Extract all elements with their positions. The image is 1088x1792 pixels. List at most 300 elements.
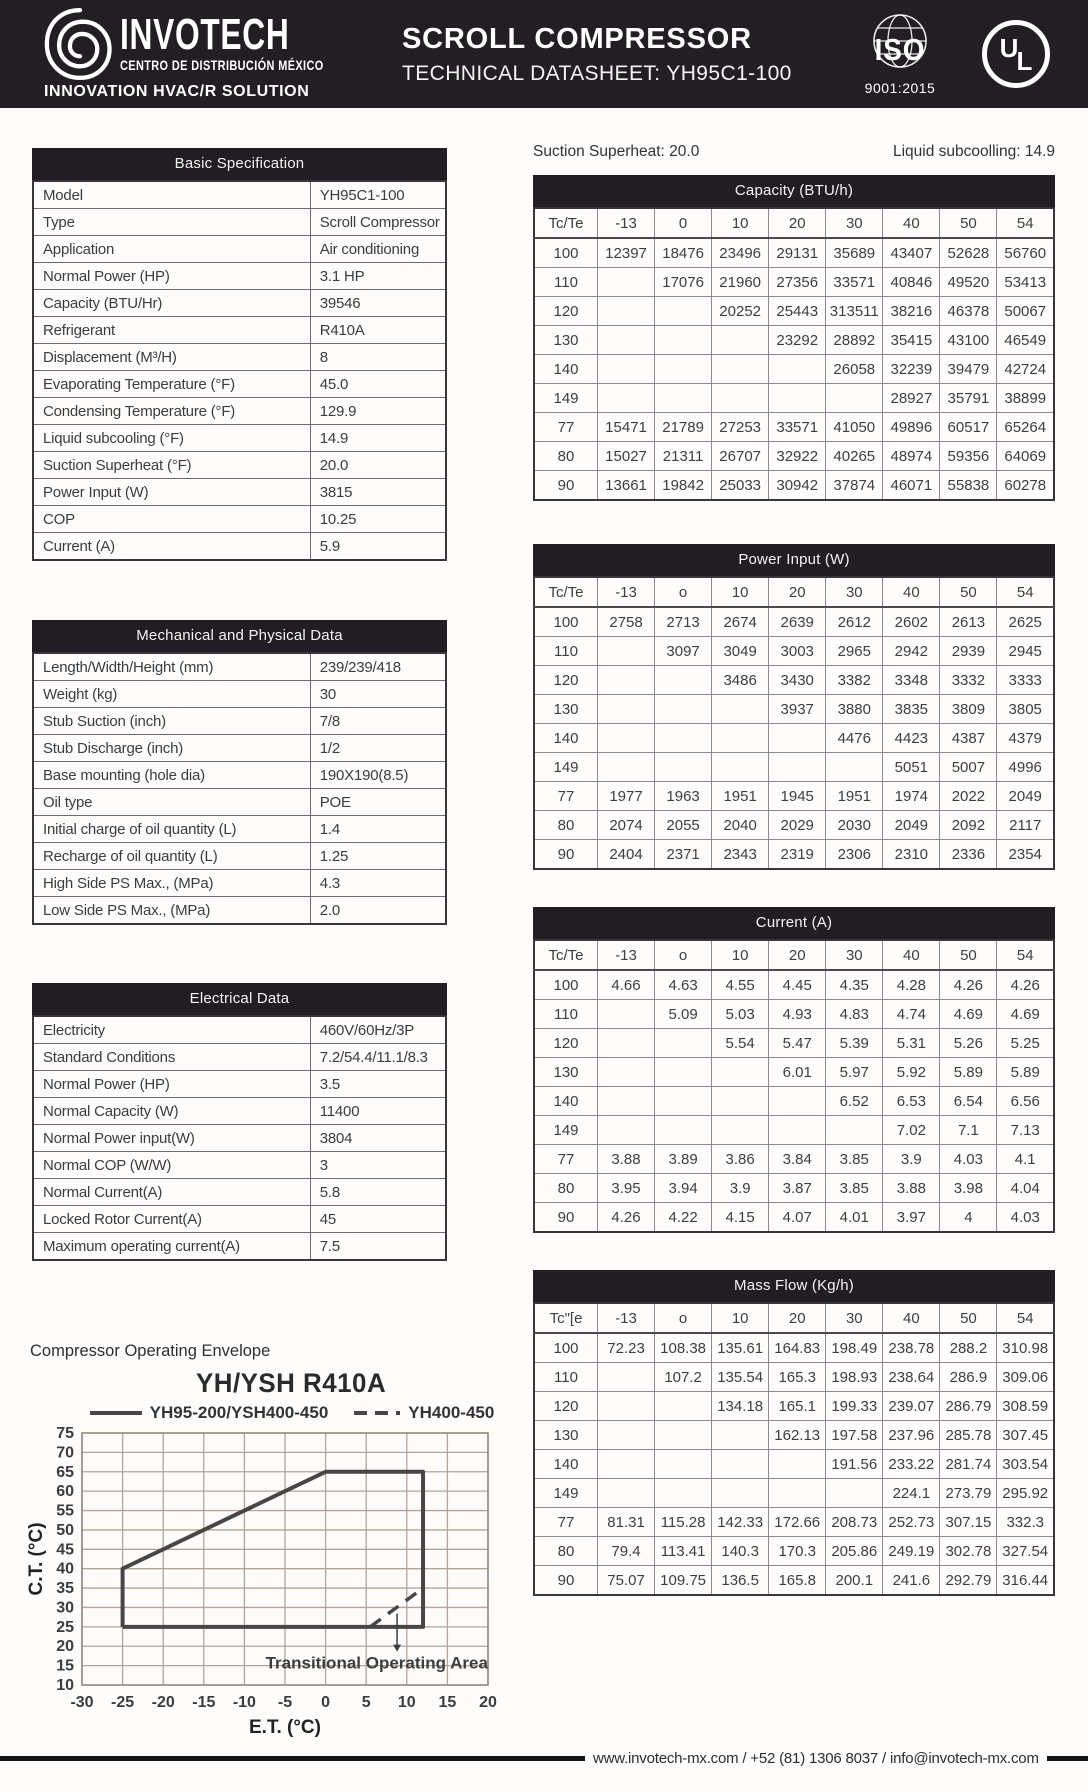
- data-cell: 3805: [997, 695, 1054, 724]
- column-header: 20: [769, 940, 826, 970]
- row-label: Condensing Temperature (°F): [33, 398, 310, 425]
- row-header: 90: [534, 840, 598, 870]
- data-cell: 2939: [940, 637, 997, 666]
- data-cell: 2713: [655, 607, 712, 637]
- y-tick-label: 30: [56, 1599, 74, 1617]
- data-cell: [598, 666, 655, 695]
- row-header: 120: [534, 297, 598, 326]
- data-cell: 3.94: [655, 1174, 712, 1203]
- data-cell: 5051: [883, 753, 940, 782]
- data-cell: 52628: [940, 238, 997, 268]
- data-cell: 307.15: [940, 1508, 997, 1537]
- data-cell: 5.09: [655, 1000, 712, 1029]
- data-cell: 2049: [997, 782, 1054, 811]
- data-cell: 172.66: [769, 1508, 826, 1537]
- data-cell: [769, 1450, 826, 1479]
- data-cell: 26707: [712, 442, 769, 471]
- column-header: 54: [997, 208, 1054, 238]
- row-header: 77: [534, 1145, 598, 1174]
- x-tick-label: 0: [321, 1694, 331, 1711]
- data-cell: 281.74: [940, 1450, 997, 1479]
- power-input-table: [533, 544, 1055, 870]
- row-label: Normal Current(A): [33, 1179, 310, 1206]
- data-cell: 79.4: [598, 1537, 655, 1566]
- data-cell: 4.66: [598, 970, 655, 1000]
- x-axis-label: E.T. (°C): [249, 1717, 321, 1738]
- row-value: 7/8: [310, 708, 446, 735]
- row-header: 149: [534, 384, 598, 413]
- data-cell: [598, 384, 655, 413]
- data-cell: [712, 695, 769, 724]
- table-row: [534, 724, 1054, 753]
- data-cell: 5.47: [769, 1029, 826, 1058]
- data-cell: 60517: [940, 413, 997, 442]
- row-label: Model: [33, 181, 310, 209]
- row-label: Capacity (BTU/Hr): [33, 290, 310, 317]
- column-header: 10: [712, 577, 769, 607]
- table-row: [33, 1098, 446, 1125]
- row-value: 45: [310, 1206, 446, 1233]
- data-cell: 165.1: [769, 1392, 826, 1421]
- data-cell: 109.75: [655, 1566, 712, 1596]
- data-cell: 27356: [769, 268, 826, 297]
- table-row: [534, 970, 1054, 1000]
- data-cell: 21789: [655, 413, 712, 442]
- data-cell: [712, 1087, 769, 1116]
- row-value: 39546: [310, 290, 446, 317]
- column-header: 54: [997, 577, 1054, 607]
- y-tick-label: 60: [56, 1483, 74, 1501]
- ul-label: U: [999, 32, 1019, 63]
- y-tick-label: 10: [56, 1677, 74, 1694]
- data-cell: [655, 1421, 712, 1450]
- data-cell: 15471: [598, 413, 655, 442]
- column-header: 30: [826, 1303, 883, 1333]
- data-cell: 4.55: [712, 970, 769, 1000]
- table-row: [33, 263, 446, 290]
- data-cell: 2049: [883, 811, 940, 840]
- data-cell: 38899: [997, 384, 1054, 413]
- data-cell: [598, 753, 655, 782]
- y-tick-label: 40: [56, 1560, 74, 1578]
- data-cell: [712, 1058, 769, 1087]
- data-cell: 2942: [883, 637, 940, 666]
- data-cell: 3.89: [655, 1145, 712, 1174]
- table-row: [534, 1450, 1054, 1479]
- table-row: [33, 398, 446, 425]
- table-row: [33, 1179, 446, 1206]
- row-label: Length/Width/Height (mm): [33, 653, 310, 681]
- row-header: 77: [534, 413, 598, 442]
- data-cell: 5.89: [940, 1058, 997, 1087]
- chart-title: YH/YSH R410A: [195, 1368, 387, 1398]
- column-header-row: [534, 1303, 1054, 1333]
- row-value: 5.9: [310, 533, 446, 561]
- data-cell: 55838: [940, 471, 997, 501]
- data-cell: [598, 1116, 655, 1145]
- data-cell: 2625: [997, 607, 1054, 637]
- table-row: [534, 666, 1054, 695]
- row-label: Locked Rotor Current(A): [33, 1206, 310, 1233]
- invotech-swirl-icon: [44, 8, 116, 80]
- data-cell: 165.3: [769, 1363, 826, 1392]
- section-header: Capacity (BTU/h): [533, 175, 1055, 207]
- table-row: [534, 1145, 1054, 1174]
- data-cell: 6.01: [769, 1058, 826, 1087]
- corner-cell: Tc/Te: [534, 208, 598, 238]
- row-value: 14.9: [310, 425, 446, 452]
- footer-rule-left: [0, 1756, 585, 1761]
- data-cell: 4.93: [769, 1000, 826, 1029]
- data-cell: 6.52: [826, 1087, 883, 1116]
- data-cell: 4.26: [997, 970, 1054, 1000]
- row-label: Electricity: [33, 1016, 310, 1044]
- x-tick-label: 10: [397, 1694, 416, 1711]
- data-cell: 332.3: [997, 1508, 1054, 1537]
- data-cell: 327.54: [997, 1537, 1054, 1566]
- brand-name: INVOTECH: [120, 9, 290, 59]
- row-label: Evaporating Temperature (°F): [33, 371, 310, 398]
- spec-table: [32, 180, 447, 561]
- data-cell: 3.85: [826, 1174, 883, 1203]
- row-header: 100: [534, 238, 598, 268]
- data-cell: 46378: [940, 297, 997, 326]
- table-row: [534, 1203, 1054, 1233]
- data-cell: 2945: [997, 637, 1054, 666]
- data-cell: 4.28: [883, 970, 940, 1000]
- iso-9001-badge: [850, 12, 950, 96]
- data-cell: 53413: [997, 268, 1054, 297]
- mass-flow-table: [533, 1270, 1055, 1596]
- electrical-data-table: [32, 983, 447, 1261]
- data-cell: 75.07: [598, 1566, 655, 1596]
- row-label: Current (A): [33, 533, 310, 561]
- data-cell: [712, 1450, 769, 1479]
- page-title: SCROLL COMPRESSOR: [402, 22, 752, 55]
- data-cell: 239.07: [883, 1392, 940, 1421]
- data-cell: 32922: [769, 442, 826, 471]
- data-cell: [826, 1479, 883, 1508]
- table-row: [33, 897, 446, 925]
- data-cell: 5.92: [883, 1058, 940, 1087]
- data-cell: 113.41: [655, 1537, 712, 1566]
- data-cell: 46549: [997, 326, 1054, 355]
- table-row: [534, 384, 1054, 413]
- data-cell: 1974: [883, 782, 940, 811]
- data-cell: 2602: [883, 607, 940, 637]
- section-header: Basic Specification: [32, 148, 447, 180]
- table-row: [33, 1152, 446, 1179]
- row-label: Normal Power (HP): [33, 263, 310, 290]
- column-header: 40: [883, 940, 940, 970]
- data-cell: [769, 1479, 826, 1508]
- table-row: [534, 297, 1054, 326]
- data-cell: [598, 1450, 655, 1479]
- section-header: Power Input (W): [533, 544, 1055, 576]
- data-cell: 3809: [940, 695, 997, 724]
- data-cell: 308.59: [997, 1392, 1054, 1421]
- data-cell: 1977: [598, 782, 655, 811]
- table-row: [534, 268, 1054, 297]
- row-label: Refrigerant: [33, 317, 310, 344]
- row-header: 130: [534, 1421, 598, 1450]
- row-value: 10.25: [310, 506, 446, 533]
- column-header: 50: [940, 1303, 997, 1333]
- data-cell: 286.9: [940, 1363, 997, 1392]
- data-cell: [712, 1479, 769, 1508]
- table-row: [534, 1058, 1054, 1087]
- data-cell: 3003: [769, 637, 826, 666]
- column-header: 54: [997, 1303, 1054, 1333]
- footer-rule-right: [1047, 1756, 1088, 1761]
- brand-tagline-en: INNOVATION HVAC/R SOLUTION: [44, 82, 310, 100]
- column-header: 40: [883, 577, 940, 607]
- data-cell: 59356: [940, 442, 997, 471]
- row-label: Base mounting (hole dia): [33, 762, 310, 789]
- data-cell: 5.31: [883, 1029, 940, 1058]
- row-header: 140: [534, 1450, 598, 1479]
- row-value: 45.0: [310, 371, 446, 398]
- data-cell: 316.44: [997, 1566, 1054, 1596]
- data-cell: 295.92: [997, 1479, 1054, 1508]
- data-cell: [712, 753, 769, 782]
- ul-badge: U L: [982, 20, 1050, 88]
- spec-table: [32, 1015, 447, 1261]
- data-cell: 224.1: [883, 1479, 940, 1508]
- table-row: [33, 344, 446, 371]
- data-cell: [655, 1058, 712, 1087]
- data-cell: [769, 384, 826, 413]
- data-cell: [769, 1087, 826, 1116]
- table-row: [33, 1233, 446, 1261]
- row-header: 77: [534, 782, 598, 811]
- data-cell: 49520: [940, 268, 997, 297]
- data-cell: 3.9: [883, 1145, 940, 1174]
- data-cell: 33571: [769, 413, 826, 442]
- section-header: Current (A): [533, 907, 1055, 939]
- y-tick-label: 50: [56, 1521, 74, 1539]
- data-cell: 4.03: [940, 1145, 997, 1174]
- table-row: [534, 1029, 1054, 1058]
- data-cell: 2319: [769, 840, 826, 870]
- row-label: Standard Conditions: [33, 1044, 310, 1071]
- row-label: Type: [33, 209, 310, 236]
- iso-standard-label: 9001:2015: [864, 80, 936, 96]
- column-header: 20: [769, 208, 826, 238]
- data-cell: 38216: [883, 297, 940, 326]
- data-cell: 3333: [997, 666, 1054, 695]
- data-cell: [598, 1421, 655, 1450]
- data-cell: [598, 1392, 655, 1421]
- data-cell: 43100: [940, 326, 997, 355]
- row-header: 120: [534, 666, 598, 695]
- data-cell: 4.01: [826, 1203, 883, 1233]
- table-row: [534, 1421, 1054, 1450]
- data-cell: 2758: [598, 607, 655, 637]
- data-cell: [655, 326, 712, 355]
- data-cell: 2336: [940, 840, 997, 870]
- row-value: 239/239/418: [310, 653, 446, 681]
- column-header: 0: [655, 208, 712, 238]
- data-cell: 1945: [769, 782, 826, 811]
- row-value: YH95C1-100: [310, 181, 446, 209]
- data-cell: 21960: [712, 268, 769, 297]
- row-header: 90: [534, 1566, 598, 1596]
- data-cell: 3.88: [598, 1145, 655, 1174]
- data-cell: [769, 1116, 826, 1145]
- data-cell: 238.64: [883, 1363, 940, 1392]
- data-cell: 107.2: [655, 1363, 712, 1392]
- data-cell: 191.56: [826, 1450, 883, 1479]
- data-cell: 72.23: [598, 1333, 655, 1363]
- section-header: Mechanical and Physical Data: [32, 620, 447, 652]
- row-label: Power Input (W): [33, 479, 310, 506]
- data-cell: 37874: [826, 471, 883, 501]
- data-cell: 60278: [997, 471, 1054, 501]
- row-label: Oil type: [33, 789, 310, 816]
- data-cell: 7.1: [940, 1116, 997, 1145]
- data-cell: [655, 753, 712, 782]
- data-cell: 6.53: [883, 1087, 940, 1116]
- data-cell: 50067: [997, 297, 1054, 326]
- data-cell: [655, 1087, 712, 1116]
- data-cell: [826, 384, 883, 413]
- row-header: 90: [534, 1203, 598, 1233]
- data-cell: 309.06: [997, 1363, 1054, 1392]
- data-cell: 3.86: [712, 1145, 769, 1174]
- row-label: COP: [33, 506, 310, 533]
- row-header: 149: [534, 1116, 598, 1145]
- data-cell: 2040: [712, 811, 769, 840]
- column-header-row: [534, 940, 1054, 970]
- data-cell: 310.98: [997, 1333, 1054, 1363]
- data-cell: 5007: [940, 753, 997, 782]
- performance-grid: [533, 576, 1055, 870]
- table-row: [534, 695, 1054, 724]
- row-value: 3804: [310, 1125, 446, 1152]
- footer-contact-text: www.invotech-mx.com / +52 (81) 1306 8037 / info@invotech-mx.com: [593, 1750, 1039, 1767]
- corner-cell: Tc"[e: [534, 1303, 598, 1333]
- data-cell: 3.9: [712, 1174, 769, 1203]
- table-row: [534, 471, 1054, 501]
- data-cell: 3486: [712, 666, 769, 695]
- row-value: 11400: [310, 1098, 446, 1125]
- row-value: 3.1 HP: [310, 263, 446, 290]
- data-cell: 56760: [997, 238, 1054, 268]
- data-cell: 40265: [826, 442, 883, 471]
- column-header: 30: [826, 940, 883, 970]
- data-cell: 208.73: [826, 1508, 883, 1537]
- data-cell: 21311: [655, 442, 712, 471]
- annotation-arrowhead: [393, 1645, 401, 1652]
- table-row: [33, 425, 446, 452]
- column-header: -13: [598, 208, 655, 238]
- data-cell: 23496: [712, 238, 769, 268]
- row-label: Maximum operating current(A): [33, 1233, 310, 1261]
- row-header: 130: [534, 695, 598, 724]
- data-cell: 2674: [712, 607, 769, 637]
- table-row: [33, 843, 446, 870]
- data-cell: [598, 297, 655, 326]
- data-cell: [655, 724, 712, 753]
- data-cell: [712, 1116, 769, 1145]
- data-cell: 4.69: [997, 1000, 1054, 1029]
- data-cell: 32239: [883, 355, 940, 384]
- column-header: -13: [598, 1303, 655, 1333]
- performance-grid: [533, 1302, 1055, 1596]
- data-cell: 4.69: [940, 1000, 997, 1029]
- section-header: Electrical Data: [32, 983, 447, 1015]
- data-cell: [598, 355, 655, 384]
- page-subtitle: TECHNICAL DATASHEET: YH95C1-100: [402, 61, 792, 85]
- envelope-plot: [26, 1425, 512, 1739]
- data-cell: 4387: [940, 724, 997, 753]
- row-header: 130: [534, 1058, 598, 1087]
- data-cell: [598, 1058, 655, 1087]
- row-header: 110: [534, 1363, 598, 1392]
- table-row: [534, 753, 1054, 782]
- mechanical-physical-table: [32, 620, 447, 925]
- row-value: 8: [310, 344, 446, 371]
- data-cell: [769, 724, 826, 753]
- table-row: [33, 290, 446, 317]
- data-cell: 6.56: [997, 1087, 1054, 1116]
- data-cell: 4.1: [997, 1145, 1054, 1174]
- data-cell: 288.2: [940, 1333, 997, 1363]
- table-row: [534, 1363, 1054, 1392]
- data-cell: 2117: [997, 811, 1054, 840]
- column-header: 50: [940, 577, 997, 607]
- row-label: Normal Capacity (W): [33, 1098, 310, 1125]
- row-header: 140: [534, 724, 598, 753]
- data-cell: 20252: [712, 297, 769, 326]
- table-row: [33, 452, 446, 479]
- data-cell: 4.74: [883, 1000, 940, 1029]
- table-row: [33, 209, 446, 236]
- row-value: 190X190(8.5): [310, 762, 446, 789]
- table-row: [534, 782, 1054, 811]
- data-cell: 2074: [598, 811, 655, 840]
- data-cell: [598, 1029, 655, 1058]
- table-row: [33, 371, 446, 398]
- row-label: Liquid subcooling (°F): [33, 425, 310, 452]
- data-cell: 4476: [826, 724, 883, 753]
- table-row: [534, 1174, 1054, 1203]
- data-cell: 303.54: [997, 1450, 1054, 1479]
- data-cell: 3835: [883, 695, 940, 724]
- data-cell: [712, 355, 769, 384]
- corner-cell: Tc/Te: [534, 577, 598, 607]
- data-cell: 39479: [940, 355, 997, 384]
- y-axis-label: C.T. (°C): [26, 1522, 47, 1596]
- row-value: Scroll Compressor: [310, 209, 446, 236]
- data-cell: 18476: [655, 238, 712, 268]
- row-value: 30: [310, 681, 446, 708]
- table-row: [534, 355, 1054, 384]
- row-label: Low Side PS Max., (MPa): [33, 897, 310, 925]
- y-tick-label: 55: [56, 1502, 74, 1520]
- data-cell: 7.02: [883, 1116, 940, 1145]
- row-header: 149: [534, 753, 598, 782]
- table-row: [33, 1125, 446, 1152]
- table-row: [33, 735, 446, 762]
- data-cell: [655, 1392, 712, 1421]
- table-row: [534, 1508, 1054, 1537]
- data-cell: 4.35: [826, 970, 883, 1000]
- data-cell: 64069: [997, 442, 1054, 471]
- row-value: 20.0: [310, 452, 446, 479]
- column-header: 50: [940, 208, 997, 238]
